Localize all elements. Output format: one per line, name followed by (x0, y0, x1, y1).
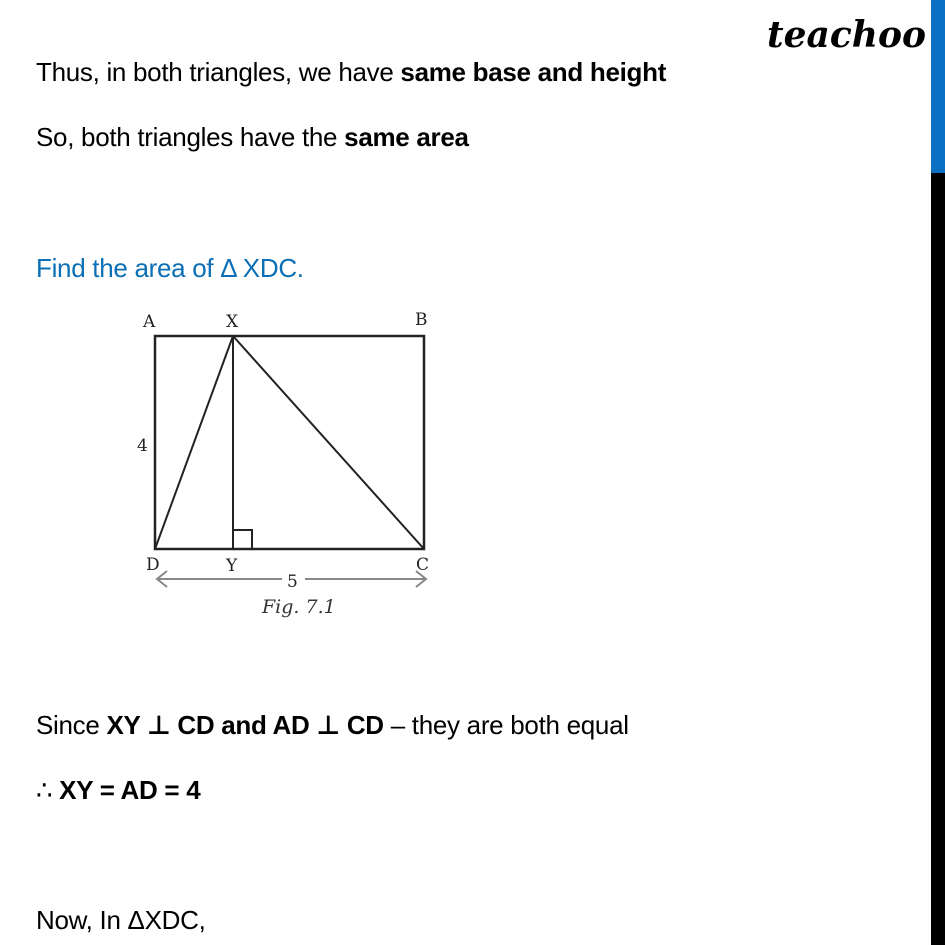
rectangle-triangle-diagram (130, 300, 450, 630)
side-length-label: 4 (137, 436, 148, 456)
vertex-label-b: B (415, 310, 428, 330)
statement-text: – they are both equal (383, 710, 629, 740)
sidebar-accent-bar (931, 0, 945, 173)
statement-xy-equals-ad (36, 774, 200, 806)
statement-perpendicular (36, 709, 629, 741)
vertex-label-x: X (226, 312, 239, 332)
geometry-figure (130, 300, 450, 630)
sidebar-dark-bar (931, 173, 945, 945)
vertex-label-y: Y (226, 556, 238, 576)
vertex-label-c: C (416, 555, 430, 575)
statement-same-base-height (36, 56, 666, 88)
therefore-symbol: ∴ (36, 775, 60, 805)
base-length-label: 5 (287, 572, 298, 592)
statement-bold: same area (344, 122, 469, 152)
statement-bold: XY = AD = 4 (59, 775, 201, 805)
statement-bold: same base and height (400, 57, 667, 87)
question-heading: Find the area of Δ XDC. (36, 253, 304, 283)
figure-caption: Fig. 7.1 (262, 596, 336, 618)
vertex-label-d: D (146, 555, 160, 575)
statement-text: Thus, in both triangles, we have (36, 57, 401, 87)
statement-text: So, both triangles have the (36, 122, 345, 152)
vertex-label-a: A (143, 312, 156, 332)
statement-now-in-xdc: Now, In ΔXDC, (36, 905, 206, 935)
statement-bold: XY ⊥ CD and AD ⊥ CD (106, 710, 384, 740)
teachoo-logo: teachoo (767, 14, 926, 56)
statement-text: Since (36, 710, 107, 740)
statement-same-area (36, 121, 469, 153)
